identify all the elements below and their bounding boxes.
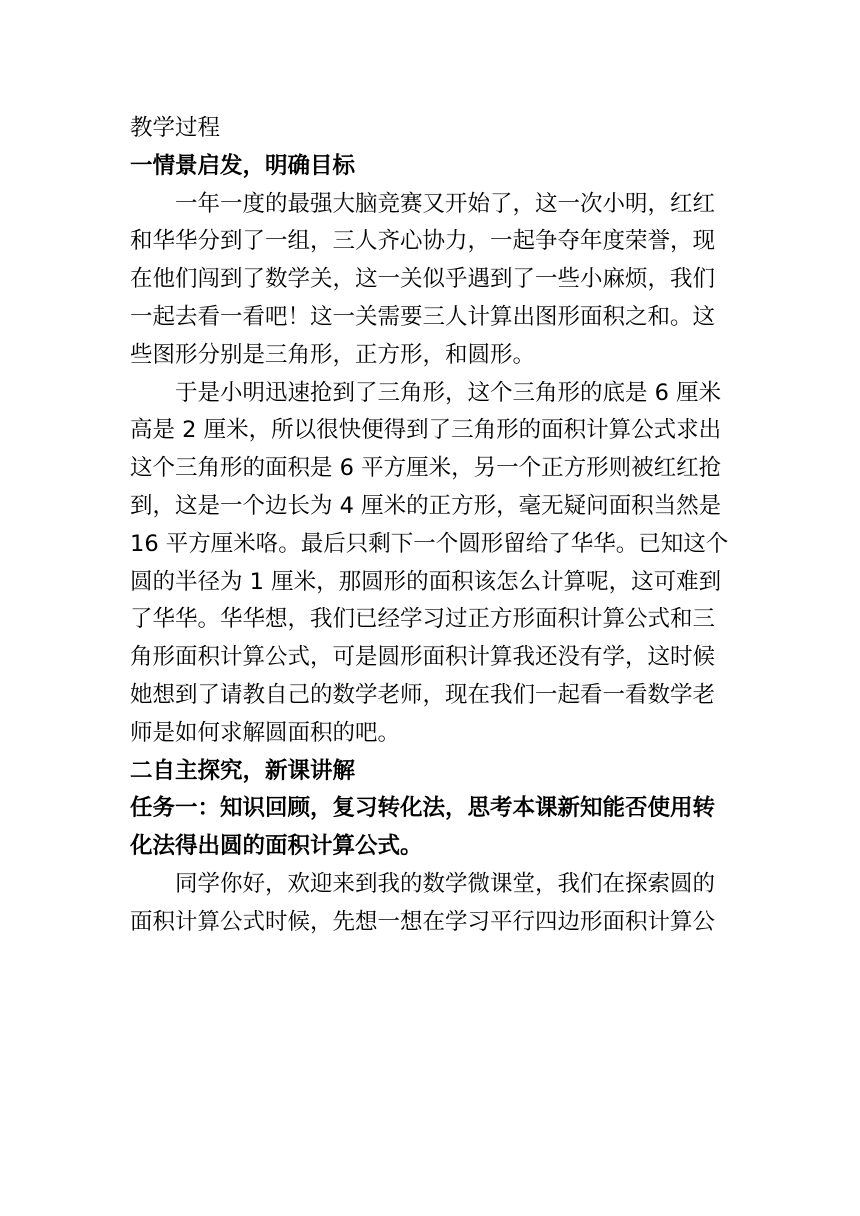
paragraph-line: 16 平方厘米咯。最后只剩下一个圆形留给了华华。已知这个 [130,530,729,557]
paragraph-line: 高是 2 厘米，所以很快便得到了三角形的面积计算公式求出 [130,417,722,444]
paragraph-line: 这个三角形的面积是 6 平方厘米，另一个正方形则被红红抢 [130,455,722,482]
heading-self-exploration: 二自主探究，新课讲解 [130,757,356,784]
task-one-heading [130,790,734,866]
heading-situation-inspiration: 一情景启发，明确目标 [130,152,356,179]
paragraph-line: 了华华。华华想，我们已经学习过正方形面积计算公式和三 [130,606,716,633]
paragraph-line: 一起去看一看吧！这一关需要三人计算出图形面积之和。这 [130,303,716,330]
paragraph-line: 她想到了请教自己的数学老师，现在我们一起看一看数学老 [130,681,716,708]
paragraph-line: 到，这是一个边长为 4 厘米的正方形，毫无疑问面积当然是 [130,492,722,519]
paragraph-line: 些图形分别是三角形，正方形，和圆形。 [130,341,536,368]
document-page [130,110,734,942]
task-line: 化法得出圆的面积计算公式。 [130,833,423,860]
paragraph-shapes-story [130,375,734,753]
paragraph-line: 和华华分到了一组，三人齐心协力，一起争夺年度荣誉，现 [130,228,716,255]
section-title: 教学过程 [130,115,221,141]
paragraph-line: 在他们闯到了数学关，这一关似乎遇到了一些小麻烦，我们 [130,266,716,293]
paragraph-micro-class [130,866,734,942]
paragraph-line: 同学你好，欢迎来到我的数学微课堂，我们在探索圆的 [175,870,716,897]
paragraph-line: 一年一度的最强大脑竞赛又开始了，这一次小明，红红 [175,190,716,217]
paragraph-line: 于是小明迅速抢到了三角形，这个三角形的底是 6 厘米 [175,379,722,406]
paragraph-story-intro [130,186,734,375]
paragraph-line: 面积计算公式时候，先想一想在学习平行四边形面积计算公 [130,908,716,935]
paragraph-line: 圆的半径为 1 厘米，那圆形的面积该怎么计算呢，这可难到 [130,568,722,595]
paragraph-line: 角形面积计算公式，可是圆形面积计算我还没有学，这时候 [130,644,716,671]
task-line: 任务一：知识回顾，复习转化法，思考本课新知能否使用转 [130,795,716,822]
paragraph-line: 师是如何求解圆面积的吧。 [130,719,401,746]
